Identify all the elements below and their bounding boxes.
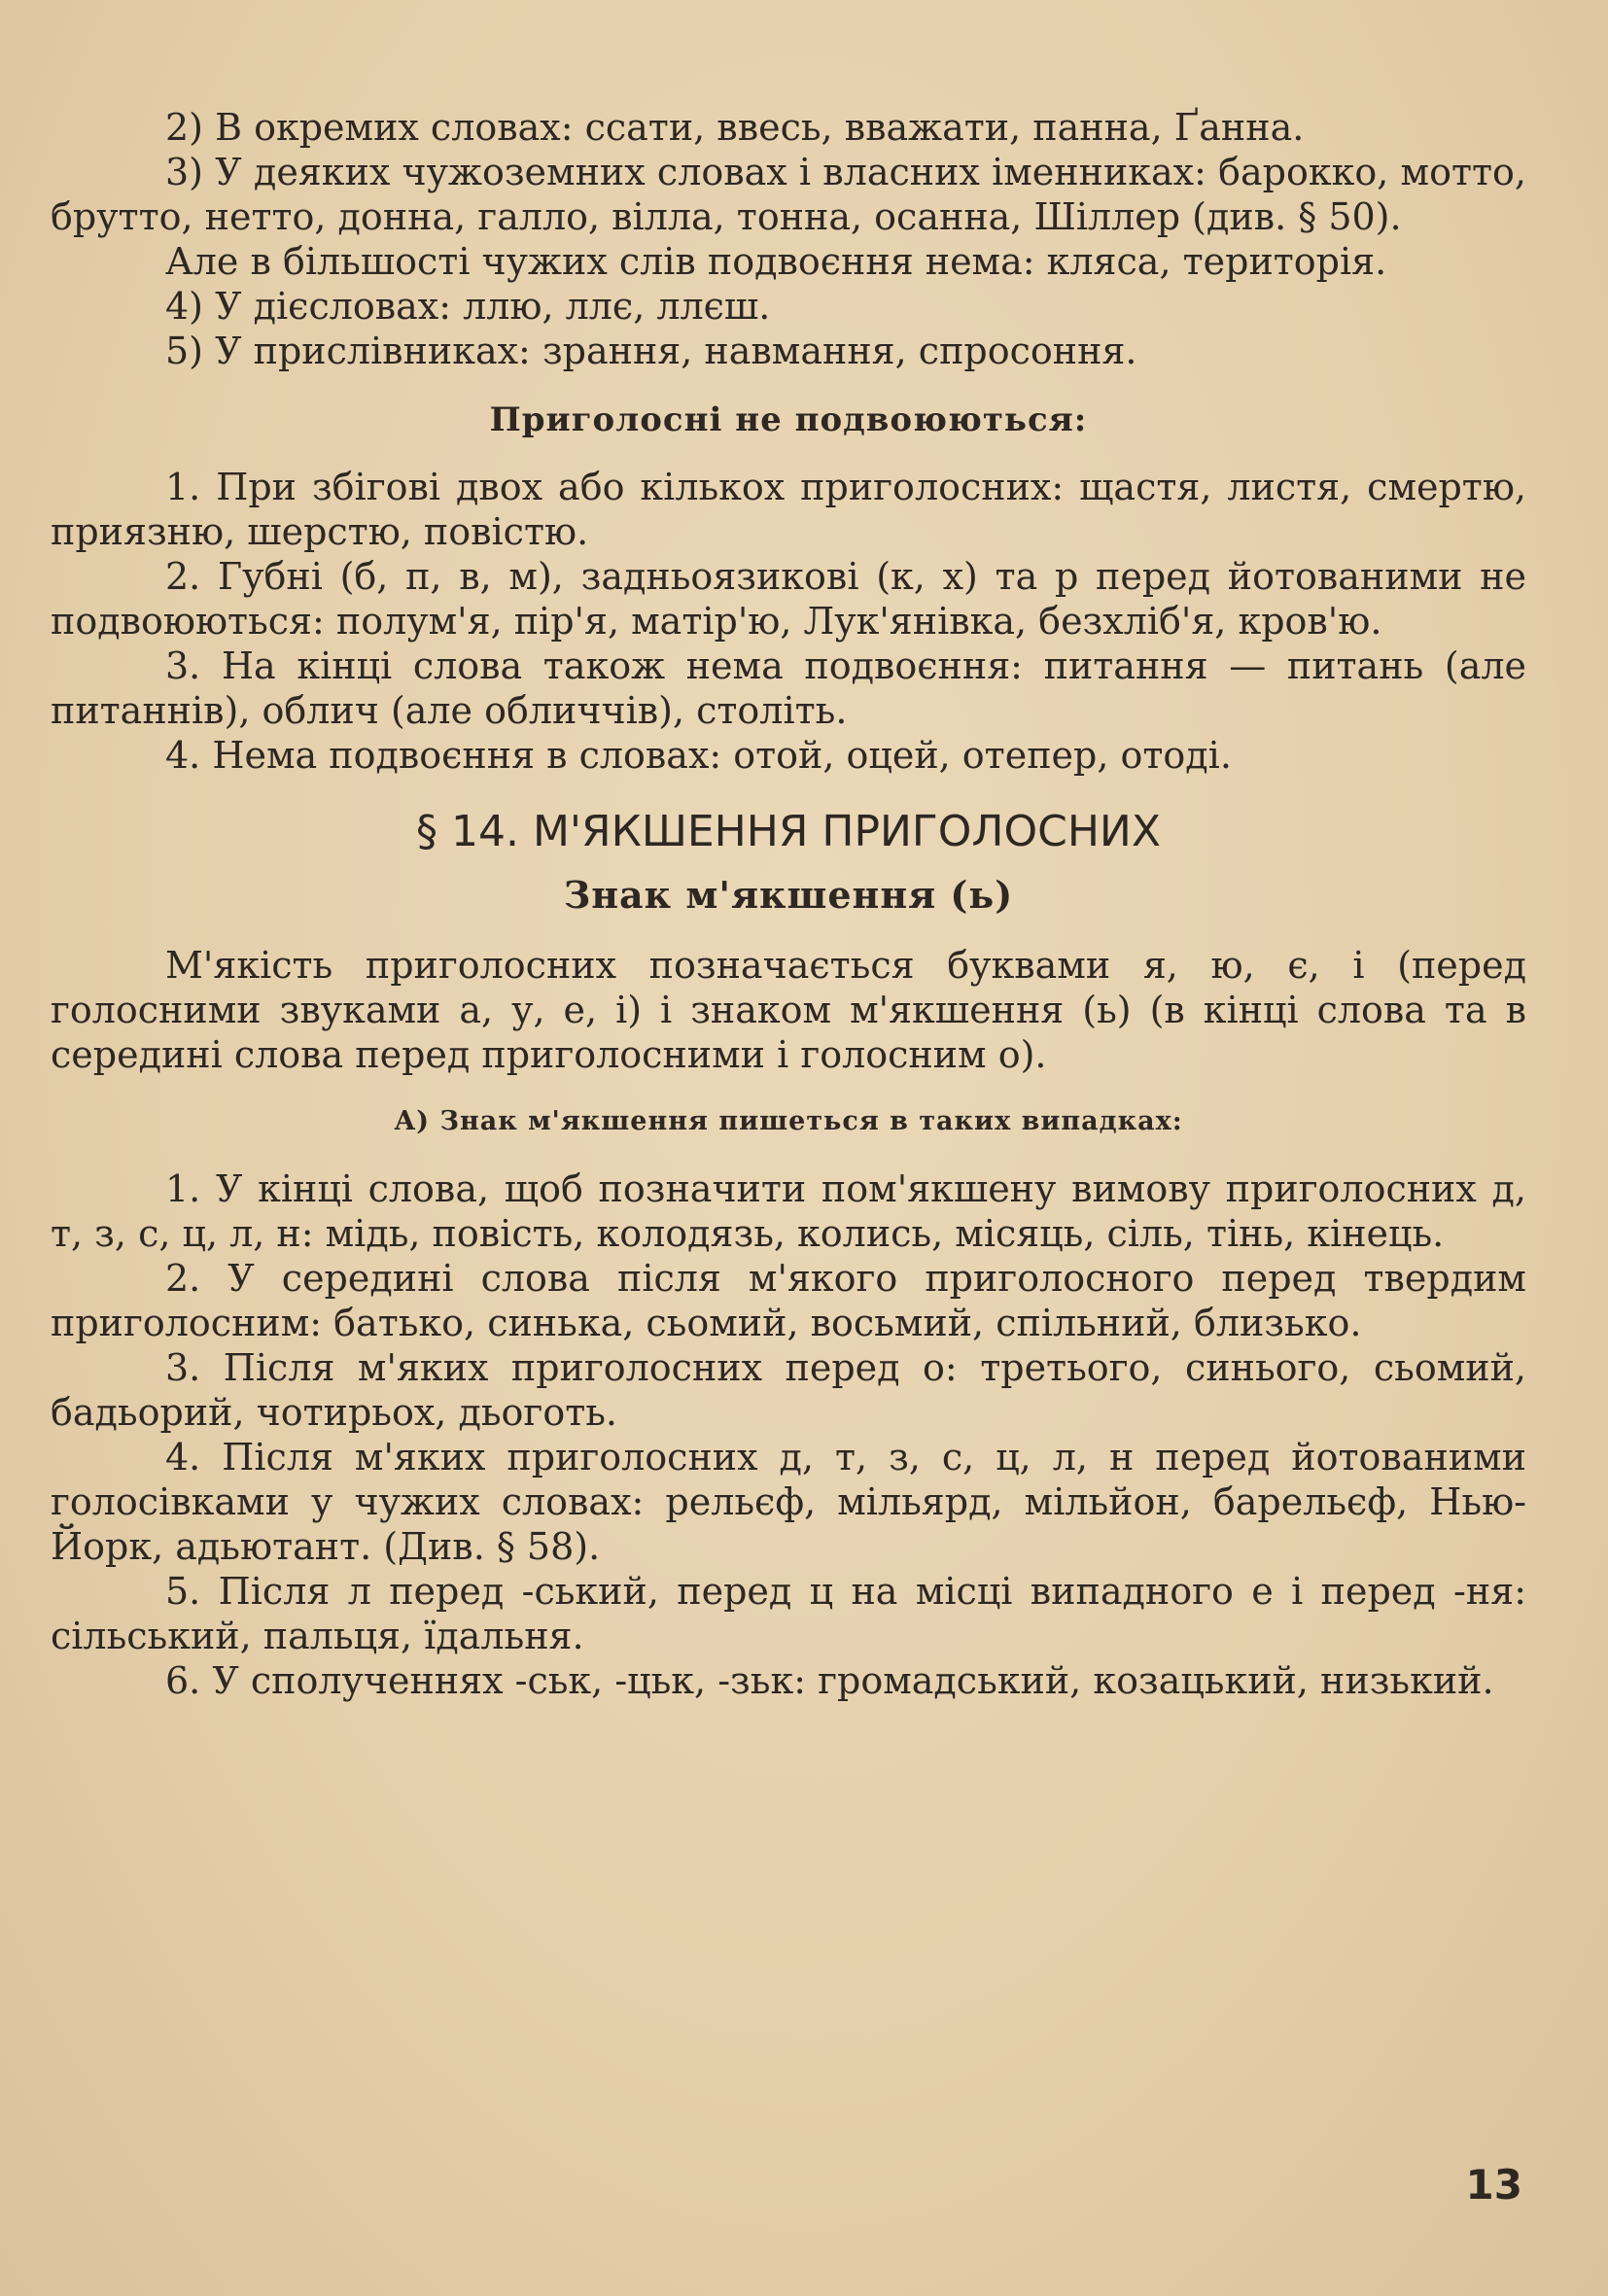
rule-3: 3. На кінці слова також нема подвоєння: питання — питань (але питаннів), облич (але обличчів), століть. [51,644,1526,732]
text-paragraph: Але в більшості чужих слів подвоєння нема: кляса, територія. [165,240,1387,283]
text-line: 2) В окремих словах: ссати, ввесь, вважати, панна, Ґанна. [165,106,1305,149]
text-line: 4) У дієсловах: ллю, ллє, ллєш. [165,285,771,328]
case-3: 3. Після м'яких приголосних перед о: третього, синього, сьомий, бадьорий, чотирьох, дьоготь. [51,1346,1526,1434]
page-number: 13 [1465,2161,1522,2209]
paragraph-l2 [51,150,1526,239]
paragraph-l3 [51,239,1526,284]
subheading-no-doubling: Приголосні не подвоюються: [489,400,1088,439]
text-line: 5) У прислівниках: зрання, навмання, спросоння. [165,330,1137,372]
paragraph-l1 [51,105,1526,150]
case-1: 1. У кінці слова, щоб позначити пом'якшену вимову приголосних д, т, з, с, ц, л, н: мідь, повість, колодязь, колись, місяць, сіль, тінь, кінець. [51,1167,1526,1255]
rule-2: 2. Губні (б, п, в, м), задньоязикові (к, х) та р перед йотованими не подвоюються: полум'я, пір'я, матір'ю, Лук'янівка, безхліб'я, кров'ю. [51,555,1526,643]
case-6: 6. У сполученнях -ськ, -цьк, -зьк: громадський, козацький, низький. [165,1659,1494,1702]
rule-1: 1. При збігові двох або кількох приголосних: щастя, листя, смертю, приязню, шерстю, повістю. [51,466,1526,553]
section-subtitle: Знак м'якшення (ь) [563,873,1014,917]
case-5: 5. Після л перед -ський, перед ц на місці випадного е і перед -ня: сільський, пальця, їдальня. [51,1570,1526,1657]
section-title: § 14. М'ЯКШЕННЯ ПРИГОЛОСНИХ [416,807,1161,856]
rule-4: 4. Нема подвоєння в словах: отой, оцей, отепер, отоді. [165,734,1232,777]
case-4: 4. Після м'яких приголосних д, т, з, с, ц, л, н перед йотованими голосівками у чужих словах: рельєф, мільярд, мільйон, барельєф, Нью-Йорк, адьютант. (Див. § 58). [51,1436,1526,1568]
case-2: 2. У середині слова після м'якого приголосного перед твердим приголосним: батько, синька, сьомий, восьмий, спільний, близько. [51,1257,1526,1344]
subheading-cases: А) Знак м'якшення пишеться в таких випадках: [394,1106,1183,1136]
text-paragraph: 3) У деяких чужоземних словах і власних іменниках: барокко, мотто, брутто, нетто, донна, галло, вілла, тонна, осанна, Шіллер (див. § 50). [51,151,1526,238]
intro-paragraph: М'якість приголосних позначається буквами я, ю, є, і (перед голосними звуками а, у, е, і) і знаком м'якшення (ь) (в кінці слова та в середині слова перед приголосними і голосним о). [51,944,1526,1076]
